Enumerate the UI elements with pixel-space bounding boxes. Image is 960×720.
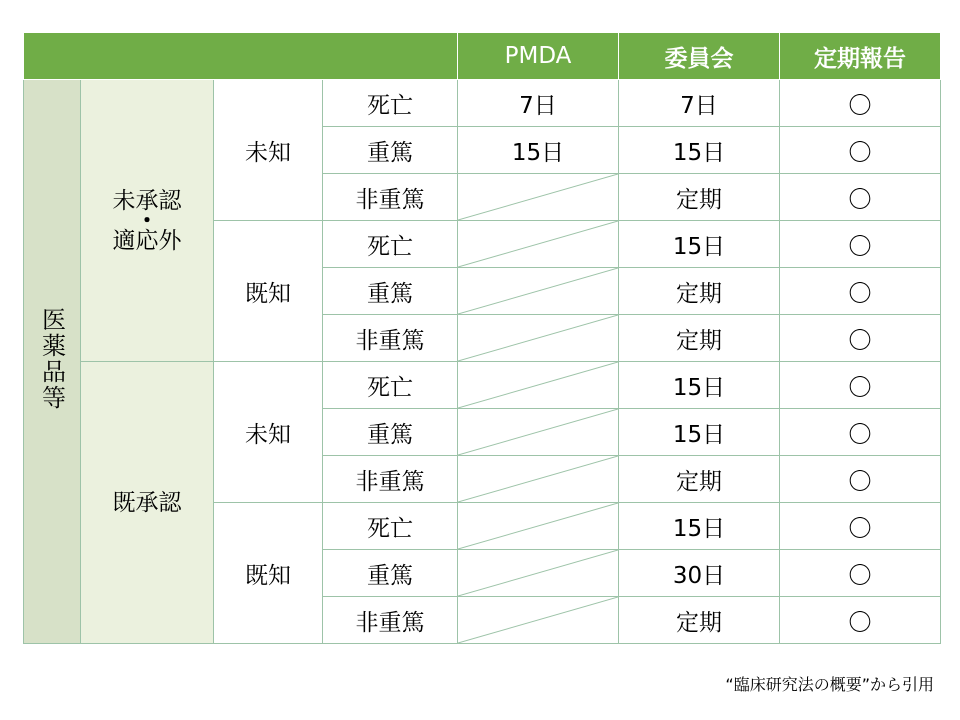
table-row: [24, 362, 941, 409]
severity-cell: 重篤: [323, 409, 458, 456]
pmda-not-applicable-cell: [458, 362, 619, 409]
report-table: [23, 32, 941, 644]
periodic-report-cell: 〇: [780, 221, 941, 268]
pmda-deadline-cell: 7日: [458, 80, 619, 127]
committee-deadline-cell: 定期: [619, 315, 780, 362]
committee-deadline-cell: 定期: [619, 456, 780, 503]
category-main-label: 医薬品等: [37, 306, 66, 411]
committee-deadline-cell: 定期: [619, 597, 780, 644]
severity-cell: 重篤: [323, 268, 458, 315]
committee-deadline-cell: 15日: [619, 221, 780, 268]
pmda-not-applicable-cell: [458, 315, 619, 362]
severity-cell: 非重篤: [323, 597, 458, 644]
committee-deadline-cell: 定期: [619, 174, 780, 221]
header-blank: [24, 33, 458, 80]
approval-category-label: 既承認: [112, 489, 182, 516]
diagonal-slash: [458, 597, 618, 643]
committee-deadline-cell: 定期: [619, 268, 780, 315]
diagonal-slash: [458, 409, 618, 455]
pmda-not-applicable-cell: [458, 550, 619, 597]
known-status-cell: 既知: [214, 221, 323, 362]
pmda-not-applicable-cell: [458, 597, 619, 644]
periodic-report-cell: 〇: [780, 362, 941, 409]
severity-cell: 死亡: [323, 362, 458, 409]
severity-cell: 重篤: [323, 127, 458, 174]
diagonal-slash: [458, 221, 618, 267]
periodic-report-cell: 〇: [780, 597, 941, 644]
pmda-not-applicable-cell: [458, 503, 619, 550]
diagonal-slash: [458, 550, 618, 596]
pmda-deadline-cell: 15日: [458, 127, 619, 174]
header-committee: 委員会: [619, 33, 780, 80]
source-citation: “臨床研究法の概要”から引用: [725, 675, 934, 694]
header-pmda: PMDA: [458, 33, 619, 80]
committee-deadline-cell: 7日: [619, 80, 780, 127]
approval-category-label: 適応外: [112, 227, 182, 254]
diagonal-slash: [458, 456, 618, 502]
severity-cell: 死亡: [323, 221, 458, 268]
committee-deadline-cell: 30日: [619, 550, 780, 597]
pmda-not-applicable-cell: [458, 456, 619, 503]
periodic-report-cell: 〇: [780, 409, 941, 456]
periodic-report-cell: 〇: [780, 456, 941, 503]
severity-cell: 重篤: [323, 550, 458, 597]
known-status-cell: 未知: [214, 80, 323, 221]
periodic-report-cell: 〇: [780, 174, 941, 221]
committee-deadline-cell: 15日: [619, 503, 780, 550]
table-row: [24, 80, 941, 127]
diagonal-slash: [458, 268, 618, 314]
approval-category-cell: [81, 80, 214, 362]
severity-cell: 非重篤: [323, 174, 458, 221]
diagonal-slash: [458, 315, 618, 361]
diagonal-slash: [458, 362, 618, 408]
pmda-not-applicable-cell: [458, 221, 619, 268]
approval-category-label: 未承認: [112, 187, 182, 214]
severity-cell: 非重篤: [323, 456, 458, 503]
committee-deadline-cell: 15日: [619, 127, 780, 174]
header-periodic: 定期報告: [780, 33, 941, 80]
periodic-report-cell: 〇: [780, 80, 941, 127]
committee-deadline-cell: 15日: [619, 409, 780, 456]
header-row: [24, 33, 941, 80]
periodic-report-cell: 〇: [780, 503, 941, 550]
periodic-report-cell: 〇: [780, 315, 941, 362]
diagonal-slash: [458, 503, 618, 549]
pmda-not-applicable-cell: [458, 409, 619, 456]
approval-category-label: ・: [135, 207, 159, 234]
category-main-cell: [24, 80, 81, 644]
diagonal-slash: [458, 174, 618, 220]
severity-cell: 死亡: [323, 80, 458, 127]
known-status-cell: 既知: [214, 503, 323, 644]
periodic-report-cell: 〇: [780, 127, 941, 174]
periodic-report-cell: 〇: [780, 550, 941, 597]
pmda-not-applicable-cell: [458, 268, 619, 315]
severity-cell: 死亡: [323, 503, 458, 550]
committee-deadline-cell: 15日: [619, 362, 780, 409]
pmda-not-applicable-cell: [458, 174, 619, 221]
known-status-cell: 未知: [214, 362, 323, 503]
severity-cell: 非重篤: [323, 315, 458, 362]
approval-category-cell: [81, 362, 214, 644]
periodic-report-cell: 〇: [780, 268, 941, 315]
